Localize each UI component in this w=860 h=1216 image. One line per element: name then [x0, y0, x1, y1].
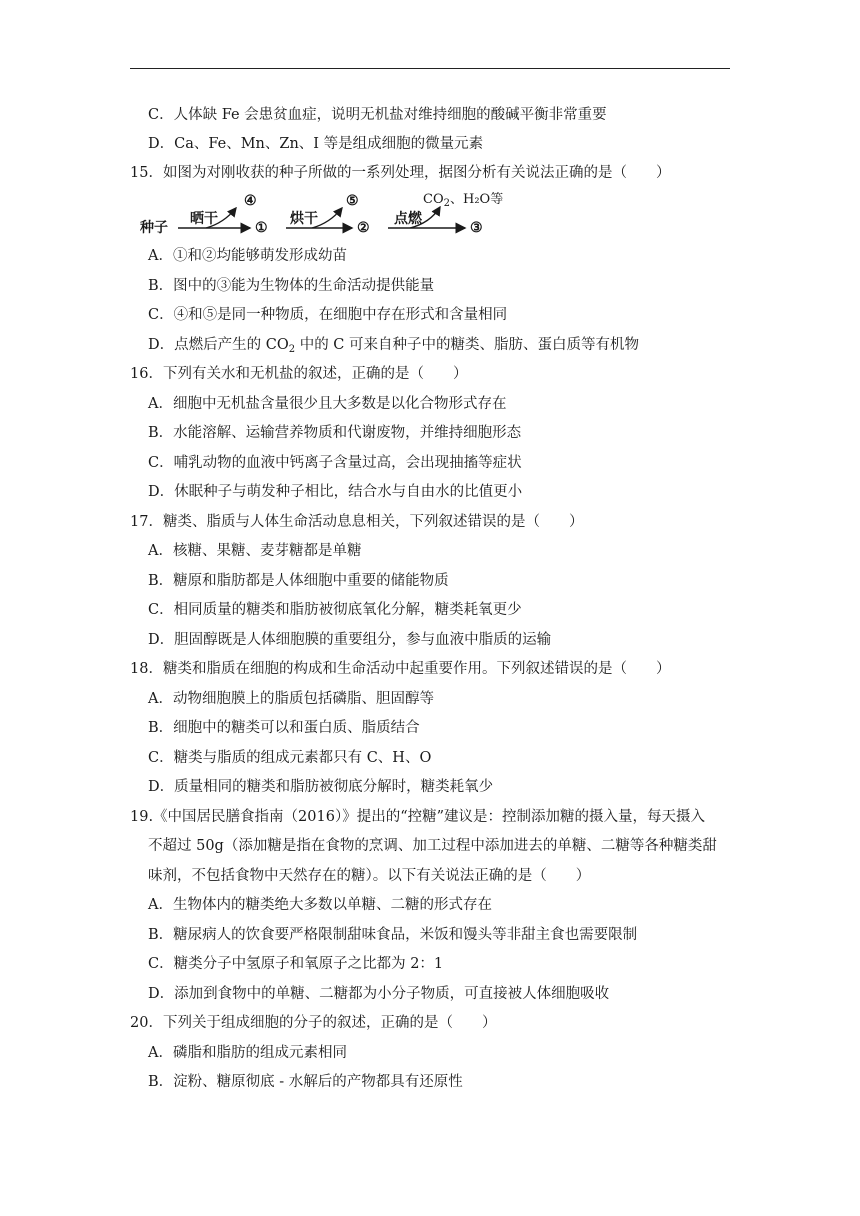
q15-stem: 15．如图为对刚收获的种子所做的一系列处理，据图分析有关说法正确的是（ ） [130, 165, 671, 181]
q17-option-b: B．糖原和脂肪都是人体细胞中重要的储能物质 [148, 573, 449, 589]
q16-option-c: C．哺乳动物的血液中钙离子含量过高，会出现抽搐等症状 [148, 455, 522, 471]
q20-option-b: B．淀粉、糖原彻底 - 水解后的产物都具有还原性 [148, 1074, 463, 1090]
q19-stem-line-3: 味剂，不包括食物中天然存在的糖）。以下有关说法正确的是（ ） [148, 868, 591, 884]
q19-stem-line-2: 不超过 50g（添加糖是指在食物的烹调、加工过程中添加进去的单糖、二糖等各种糖类甜 [148, 838, 717, 854]
q18-option-c: C．糖类与脂质的组成元素都只有 C、H、O [148, 750, 432, 766]
diagram-step2-label: 烘干 [290, 211, 318, 227]
q14-option-c: C．人体缺 Fe 会患贫血症，说明无机盐对维持细胞的酸碱平衡非常重要 [148, 107, 607, 123]
q17-option-c: C．相同质量的糖类和脂肪被彻底氧化分解，糖类耗氧更少 [148, 602, 522, 618]
q18-option-b: B．细胞中的糖类可以和蛋白质、脂质结合 [148, 720, 420, 736]
q16-option-a: A．细胞中无机盐含量很少且大多数是以化合物形式存在 [148, 396, 507, 412]
q19-option-c: C．糖类分子中氢原子和氧原子之比都为 2：1 [148, 956, 444, 972]
q19-option-b: B．糖尿病人的饮食要严格限制甜味食品，米饭和馒头等非甜主食也需要限制 [148, 927, 638, 943]
q15-option-d-sub: 2 [288, 344, 296, 355]
q17-option-d: D．胆固醇既是人体细胞膜的重要组分，参与血液中脂质的运输 [148, 632, 552, 648]
diagram-out1: ① [255, 220, 268, 236]
header-rule [130, 68, 730, 69]
q18-stem: 18．糖类和脂质在细胞的构成和生命活动中起重要作用。下列叙述错误的是（ ） [130, 661, 671, 677]
diagram-out3: ③ [470, 220, 483, 236]
q19-option-a: A．生物体内的糖类绝大多数以单糖、二糖的形式存在 [148, 897, 492, 913]
q16-option-b: B．水能溶解、运输营养物质和代谢废物，并维持细胞形态 [148, 425, 522, 441]
q17-stem: 17．糖类、脂质与人体生命活动息息相关，下列叙述错误的是（ ） [130, 514, 584, 530]
diagram-step1-label: 晒干 [190, 211, 218, 227]
q15-option-d [148, 335, 639, 360]
diagram-side3 [423, 192, 503, 212]
q15-option-c: C．④和⑤是同一种物质，在细胞中存在形式和含量相同 [148, 307, 508, 323]
diagram-side1: ④ [244, 193, 257, 209]
diagram-side3-rest: 、H₂O等 [449, 192, 504, 207]
diagram-step3-label: 点燃 [394, 211, 422, 227]
q15-option-b: B．图中的③能为生物体的生命活动提供能量 [148, 278, 435, 294]
q19-stem-line-1: 19.《中国居民膳食指南（2016）》提出的“控糖”建议是：控制添加糖的摄入量，每天摄入 [130, 809, 706, 825]
q15-option-d-pre: D．点燃后产生的 CO [148, 337, 289, 353]
q18-option-a: A．动物细胞膜上的脂质包括磷脂、胆固醇等 [148, 691, 434, 707]
diagram-side2: ⑤ [346, 193, 359, 209]
diagram-side3-sub: 2 [443, 198, 450, 209]
diagram-side3-co: CO [423, 192, 444, 207]
q15-option-a: A．①和②均能够萌发形成幼苗 [148, 248, 347, 264]
q19-option-d: D．添加到食物中的单糖、二糖都为小分子物质，可直接被人体细胞吸收 [148, 986, 610, 1002]
q14-option-d: D．Ca、Fe、Mn、Zn、I 等是组成细胞的微量元素 [148, 136, 484, 152]
diagram-out2: ② [357, 220, 370, 236]
q20-option-a: A．磷脂和脂肪的组成元素相同 [148, 1045, 347, 1061]
q16-stem: 16．下列有关水和无机盐的叙述，正确的是（ ） [130, 366, 468, 382]
q20-stem: 20．下列关于组成细胞的分子的叙述，正确的是（ ） [130, 1015, 497, 1031]
seed-processing-diagram [140, 193, 510, 237]
diagram-seed-label: 种子 [140, 220, 168, 236]
q16-option-d: D．休眠种子与萌发种子相比，结合水与自由水的比值更小 [148, 484, 523, 500]
q17-option-a: A．核糖、果糖、麦芽糖都是单糖 [148, 543, 362, 559]
q15-option-d-post: 中的 C 可来自种子中的糖类、脂肪、蛋白质等有机物 [295, 337, 640, 353]
q18-option-d: D．质量相同的糖类和脂肪被彻底分解时，糖类耗氧少 [148, 779, 494, 795]
